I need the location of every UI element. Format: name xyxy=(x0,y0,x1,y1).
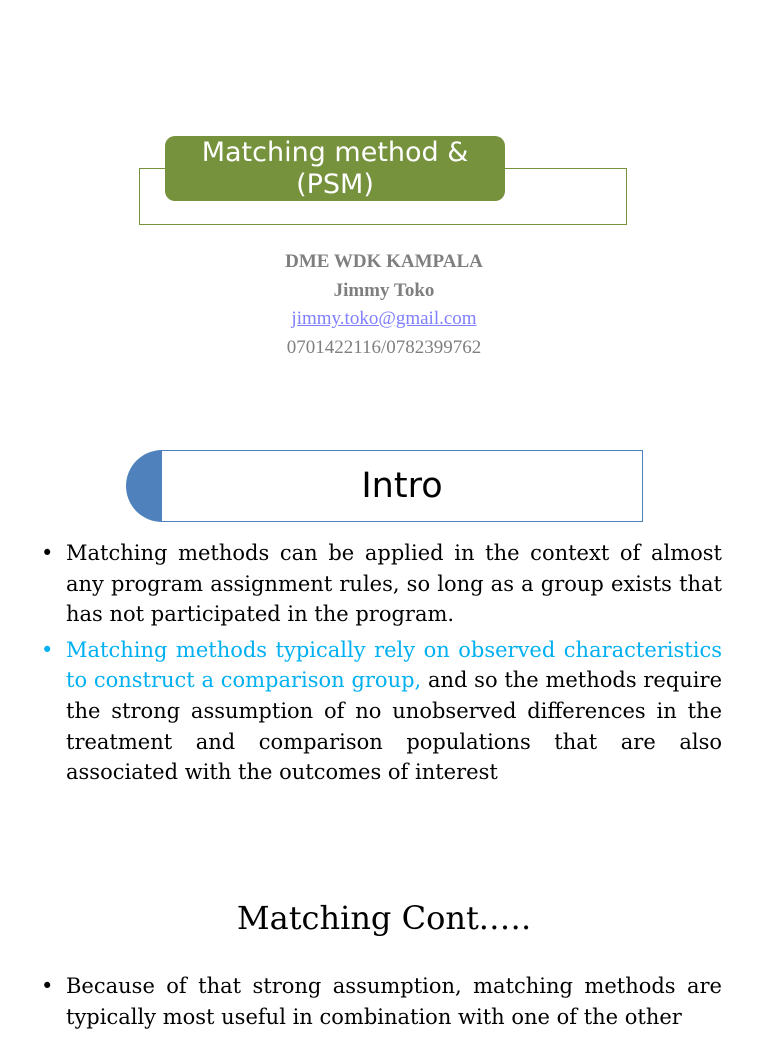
bullet-text: Matching methods can be applied in the context of almost any program assignment rules, so long as a group exists that has not participated in the program. xyxy=(66,541,722,627)
bullet-icon: • xyxy=(41,541,54,565)
author-block xyxy=(0,248,768,362)
phone-number: 0701422116/0782399762 xyxy=(286,336,482,358)
cont-bullet-list xyxy=(0,971,768,1037)
list-item xyxy=(0,971,768,1032)
cont-heading: Matching Cont.…. xyxy=(236,899,532,937)
slide-title: Matching method & (PSM) xyxy=(165,136,505,201)
intro-heading: Intro xyxy=(161,450,643,522)
email-link[interactable]: jimmy.toko@gmail.com xyxy=(291,308,477,329)
intro-bullet-list xyxy=(0,538,768,793)
bullet-text: Because of that strong assumption, matching methods are typically most useful in combination with one of the other xyxy=(66,974,722,1029)
bullet-icon: • xyxy=(41,974,54,998)
author-name: Jimmy Toko xyxy=(333,279,435,301)
list-item xyxy=(0,635,768,788)
bullet-icon: • xyxy=(41,637,54,662)
list-item xyxy=(0,538,768,630)
bullet-highlight-text: Matching methods typically rely on observed characteristics to construct a comparison group, xyxy=(66,637,722,693)
organization-name: DME WDK KAMPALA xyxy=(285,251,483,272)
bullet-text: and so the methods require the strong assumption of no unobserved differences in the treatment and comparison populations that are also associated with the outcomes of interest xyxy=(66,668,722,785)
